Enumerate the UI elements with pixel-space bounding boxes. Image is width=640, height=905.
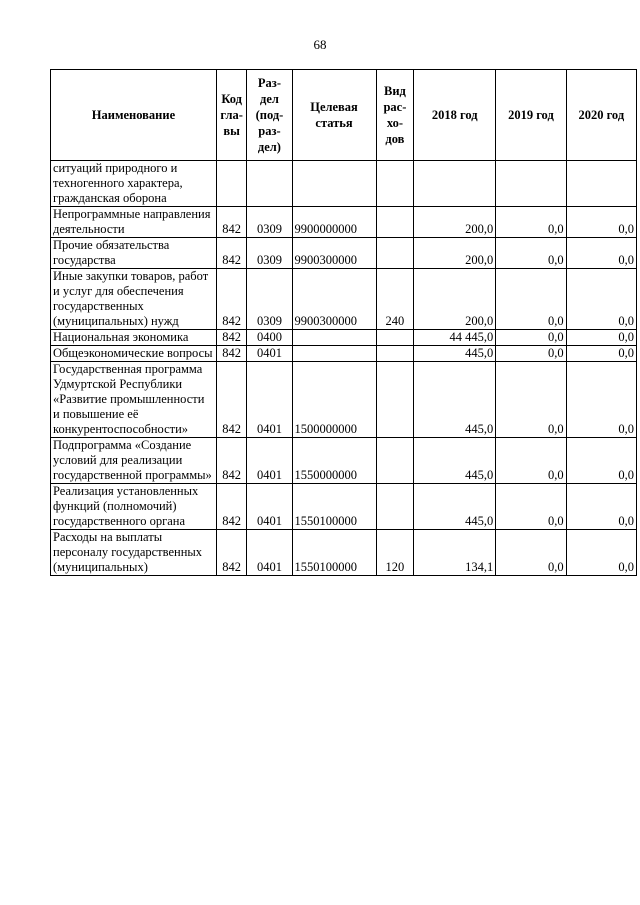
row-kod: 842 — [216, 269, 246, 330]
row-csr — [292, 161, 376, 207]
row-2018: 445,0 — [414, 362, 496, 438]
row-csr: 9900000000 — [292, 207, 376, 238]
row-csr — [292, 330, 376, 346]
row-2019: 0,0 — [496, 330, 566, 346]
row-kod: 842 — [216, 530, 246, 576]
row-2019: 0,0 — [496, 362, 566, 438]
row-name: Общеэкономические вопросы — [51, 346, 217, 362]
row-csr — [292, 346, 376, 362]
row-2020: 0,0 — [566, 438, 636, 484]
row-kod: 842 — [216, 346, 246, 362]
table-row — [51, 484, 637, 530]
row-name: Национальная экономика — [51, 330, 217, 346]
row-razdel: 0401 — [247, 484, 292, 530]
row-kod: 842 — [216, 484, 246, 530]
row-2020: 0,0 — [566, 269, 636, 330]
row-2019: 0,0 — [496, 346, 566, 362]
row-name: Реализация установленных функций (полномочий) государственного органа — [51, 484, 217, 530]
row-razdel: 0309 — [247, 238, 292, 269]
row-2020 — [566, 161, 636, 207]
table-row — [51, 238, 637, 269]
row-2018: 445,0 — [414, 346, 496, 362]
row-2020: 0,0 — [566, 238, 636, 269]
row-kod — [216, 161, 246, 207]
row-vid — [376, 362, 414, 438]
table-row — [51, 438, 637, 484]
row-razdel: 0401 — [247, 362, 292, 438]
row-2018: 200,0 — [414, 269, 496, 330]
row-2020: 0,0 — [566, 484, 636, 530]
row-2018: 44 445,0 — [414, 330, 496, 346]
row-2020: 0,0 — [566, 362, 636, 438]
row-csr: 1500000000 — [292, 362, 376, 438]
row-razdel: 0401 — [247, 530, 292, 576]
row-csr: 1550100000 — [292, 484, 376, 530]
row-name: Иные закупки товаров, работ и услуг для обеспечения государственных (муниципальных) нужд — [51, 269, 217, 330]
row-csr: 1550000000 — [292, 438, 376, 484]
row-name: Государственная программа Удмуртской Республики «Развитие промышленности и повышение её конкурентоспособности» — [51, 362, 217, 438]
row-razdel: 0401 — [247, 438, 292, 484]
header-kod: Код гла-вы — [216, 70, 246, 161]
header-2019: 2019 год — [496, 70, 566, 161]
row-csr: 9900300000 — [292, 238, 376, 269]
row-name: Расходы на выплаты персоналу государственных (муниципальных) — [51, 530, 217, 576]
table-row — [51, 207, 637, 238]
row-2019: 0,0 — [496, 484, 566, 530]
row-2020: 0,0 — [566, 330, 636, 346]
row-vid — [376, 438, 414, 484]
row-2018: 445,0 — [414, 484, 496, 530]
row-2019: 0,0 — [496, 530, 566, 576]
row-razdel: 0309 — [247, 207, 292, 238]
header-vid: Вид рас-хо-дов — [376, 70, 414, 161]
row-name: Подпрограмма «Создание условий для реализации государственной программы» — [51, 438, 217, 484]
row-razdel: 0309 — [247, 269, 292, 330]
row-kod: 842 — [216, 438, 246, 484]
row-csr: 9900300000 — [292, 269, 376, 330]
row-razdel — [247, 161, 292, 207]
row-name: Непрограммные направления деятельности — [51, 207, 217, 238]
row-2020: 0,0 — [566, 346, 636, 362]
row-2019: 0,0 — [496, 238, 566, 269]
table-row — [51, 330, 637, 346]
row-kod: 842 — [216, 362, 246, 438]
row-vid: 240 — [376, 269, 414, 330]
row-2019: 0,0 — [496, 438, 566, 484]
table-row — [51, 530, 637, 576]
table-row — [51, 161, 637, 207]
table-row — [51, 269, 637, 330]
row-vid — [376, 161, 414, 207]
row-2018: 134,1 — [414, 530, 496, 576]
row-razdel: 0400 — [247, 330, 292, 346]
row-2018 — [414, 161, 496, 207]
page-number: 68 — [313, 37, 327, 52]
header-razdel: Раз-дел (под-раз-дел) — [247, 70, 292, 161]
header-name: Наименование — [51, 70, 217, 161]
header-2020: 2020 год — [566, 70, 636, 161]
table-row — [51, 346, 637, 362]
row-2018: 200,0 — [414, 207, 496, 238]
header-2018: 2018 год — [414, 70, 496, 161]
row-vid — [376, 207, 414, 238]
row-csr: 1550100000 — [292, 530, 376, 576]
row-kod: 842 — [216, 238, 246, 269]
row-name: Прочие обязательства государства — [51, 238, 217, 269]
row-vid — [376, 330, 414, 346]
row-2020: 0,0 — [566, 207, 636, 238]
row-kod: 842 — [216, 330, 246, 346]
row-2019: 0,0 — [496, 207, 566, 238]
budget-table — [50, 69, 637, 576]
row-vid: 120 — [376, 530, 414, 576]
row-2018: 445,0 — [414, 438, 496, 484]
row-2019 — [496, 161, 566, 207]
row-vid — [376, 484, 414, 530]
row-kod: 842 — [216, 207, 246, 238]
row-razdel: 0401 — [247, 346, 292, 362]
header-csr: Целевая статья — [292, 70, 376, 161]
row-2018: 200,0 — [414, 238, 496, 269]
table-header-row — [51, 70, 637, 161]
row-2019: 0,0 — [496, 269, 566, 330]
row-name: ситуаций природного и техногенного характера, гражданская оборона — [51, 161, 217, 207]
row-2020: 0,0 — [566, 530, 636, 576]
row-vid — [376, 238, 414, 269]
row-vid — [376, 346, 414, 362]
table-row — [51, 362, 637, 438]
